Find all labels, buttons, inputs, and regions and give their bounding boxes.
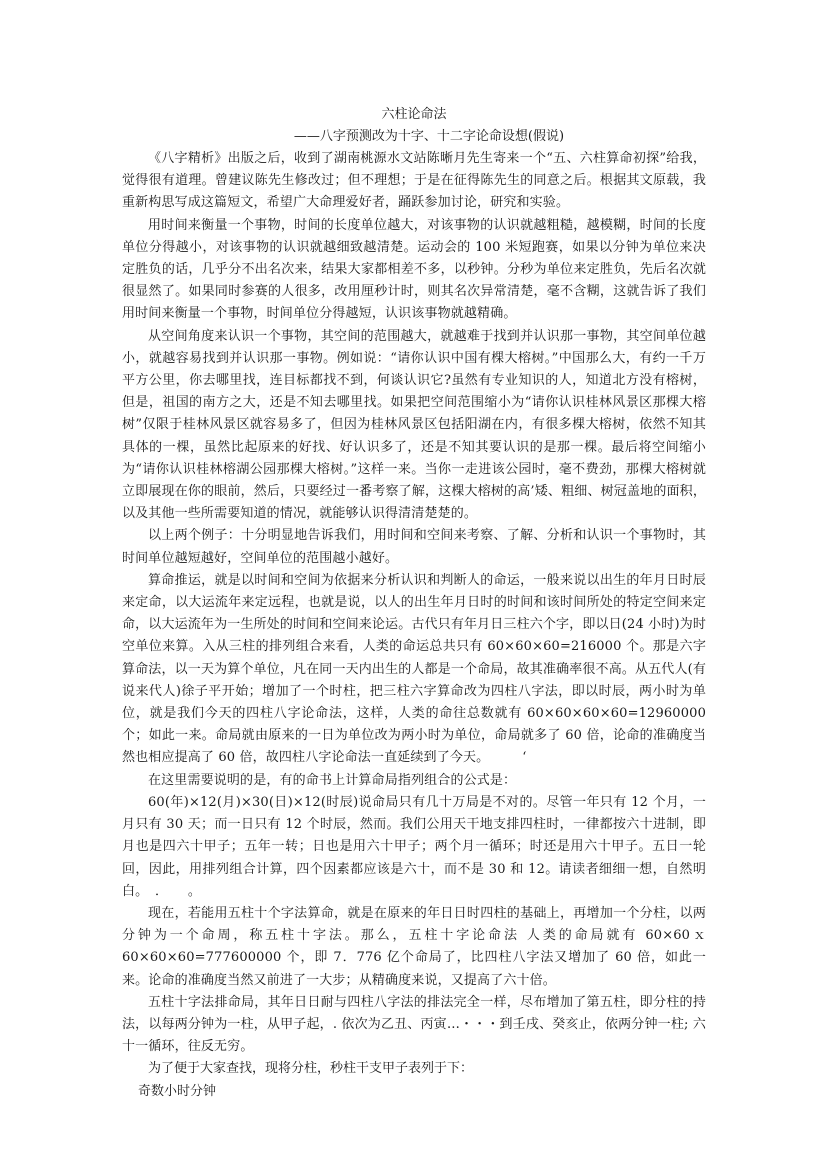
paragraph-arrangement: 五柱十字法排命局，其年日日耐与四柱八字法的排法完全一样，尽布增加了第五柱，即分柱的持法，以每两分钟为一柱，从甲子起，. 依次为乙丑、丙寅…・・・到壬戌、癸亥止，依两分钟一柱; 六十一循环，往反无穷。 [122, 994, 706, 1055]
page-subtitle: ——八字预测改为十字、十二字论命设想(假说) [293, 129, 565, 144]
paragraph-space: 从空间角度来认识一个事物，其空间的范围越大，就越难于找到并认识那一事物，其空间单位越小，就越容易找到并认识那一事物。例如说：“请你认识中国有棵大榕树。”中国那么大，有约一千万平方公里，你去哪里找，连目标都找不到，何谈认识它?虽然有专业知识的人，知道北方没有榕树，但是，祖国的南方之大，还是不知去哪里找。如果把空间范围缩小为“请你认识桂林风景区那棵大榕树”仅限于桂林风景区就容易多了，但因为桂林风景区包括阳湖在内，有很多棵大榕树，依然不知其具体的一棵，虽然比起原来的好找、好认识多了，还是不知其要认识的是那一棵。最后将空间缩小为“请你认识桂林榕湖公园那棵大榕树。”这样一来。当你一走进该公园时，毫不费劲，那棵大榕树就立即展现在你的眼前，然后，只要经过一番考察了解，这棵大榕树的高’矮、粗细、树冠盖地的面积，以及其他一些所需要知道的情况，就能够认识得清清楚楚的。 [122, 328, 706, 522]
paragraph-formula: 60(年)×12(月)×30(日)×12(时辰)说命局只有几十万局是不对的。尽管一年只有 12 个月，一月只有 30 天；而一日只有 12 个时辰，然而。我们公用天干地支排四柱时，一律都按六十进制，即月也是四六十甲子；五年一转；日也是用六十甲子；两个月一循环；时还是用六十甲子。五日一轮回，因此，用排列组合计算，四个因素都应该是六十，而不是 30 和 12。请读者细细一想，自然明白。 ． 。 [122, 794, 707, 899]
paragraph-summary: 以上两个例子：十分明显地告诉我们，用时间和空间来考察、了解、分析和认识一个事物时，其时间单位越短越好，空间单位的范围越小越好。 [122, 528, 706, 566]
document-content [122, 104, 706, 1103]
paragraph-note: 在这里需要说明的是，有的命书上计算命局指列组合的公式是： [148, 772, 517, 788]
page-title: 六柱论命法 [381, 107, 447, 122]
paragraph-time: 用时间来衡量一个事物，时间的长度单位越大，对该事物的认识就越粗糙，越模糊，时间的长度单位分得越小，对该事物的认识就越细致越清楚。运动会的 100 米短跑赛，如果以分钟为单位来决定胜负的话，几乎分不出名次来，结果大家都相差不多，以秒钟。分秒为单位来定胜负，先后名次就很显然了。如果同时参赛的人很多，改用厘秒计时，则其名次异常清楚，毫不含糊，这就告诉了我们用时间来衡量一个事物，时间单位分得越短，认识该事物就越精确。 [122, 217, 706, 322]
paragraph-intro: 《八字精析》出版之后，收到了湖南桃源水文站陈晰月先生寄来一个“五、六柱算命初探”给我，觉得很有道理。曾建议陈先生修改过；但不理想；于是在征得陈先生的同意之后。根据其文原载，我重新构思写成这篇短文，希望广大命理爱好者，踊跃参加讨论，研究和实验。 [122, 151, 706, 211]
paragraph-fortune: 算命推运，就是以时间和空间为依据来分析认识和判断人的命运，一般来说以出生的年月日时辰来定命，以大运流年来定远程，也就是说，以人的出生年月日时的时间和该时间所处的特定空间来定命，以大运流年为一生所处的时间和空间来论运。古代只有年月日三柱六个字，即以日(24 小时)为时空单位来算。入从三柱的排列组合来看，人类的命运总共只有 60×60×60=216000 个。那是六字算命法，以一天为算个单位，凡在同一天内出生的人都是一个命局，故其准确率很不高。从五代人(有说来代人)徐子平开始；增加了一个时柱，把三柱六字算命改为四柱八字法，即以时辰，两小时为单位，就是我们今天的四柱八字论命法，这样，人类的命往总数就有 60×60×60×60=12960000 个；如此一来。命局就由原来的一日为单位改为两小时为单位，命局就多了 60 倍，论命的准确度当然也相应提高了 60 倍，故四柱八字论命法一直延续到了今天。 ‘ [122, 572, 706, 766]
table-heading: 奇数小时分钟 [138, 1083, 217, 1099]
paragraph-closing: 为了便于大家查找，现将分柱，秒柱干支甲子表列于下： [148, 1061, 474, 1077]
paragraph-five-pillar: 现在，若能用五柱十个字法算命，就是在原来的年日日时四柱的基础上，再增加一个分柱，以两分钟为一个命周，称五柱十字法。那么，五柱十字论命法 人类的命局就有 60×60ｘ60×60×60=777600000 个，即 7．776 亿个命局了，比四柱八字法又增加了 60 倍，如此一来。论命的准确度当然又前进了一大步；从精确度来说，又提高了六十倍。 [122, 905, 706, 988]
